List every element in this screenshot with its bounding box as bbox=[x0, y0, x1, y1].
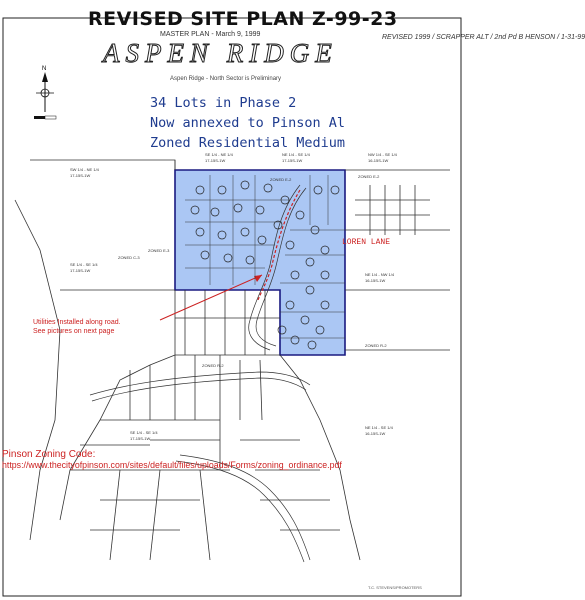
north-arrow-icon bbox=[34, 66, 56, 119]
utilities-note-line1: Utilities Installed along road. bbox=[33, 319, 121, 326]
zoned-e2-label: ZONED E-2 bbox=[270, 177, 292, 182]
utilities-note bbox=[33, 318, 121, 336]
footer-code: T.C. STEVENS/PROMOTERS bbox=[368, 585, 422, 590]
zoning-code-link[interactable]: https://www.thecityofpinson.com/sites/default/files/uploads/Forms/zoning_ordinance.pdf bbox=[2, 460, 342, 470]
zoned-r2-label: ZONED R-2 bbox=[365, 343, 387, 348]
phase-2-highlight bbox=[175, 170, 345, 355]
section-label-1: 17-15S-1W bbox=[205, 158, 226, 163]
quarter-label-6: NE 1/4 - NW 1/4 bbox=[365, 272, 395, 277]
zoned-r2-lower-label: ZONED R-2 bbox=[202, 363, 224, 368]
quarter-label-3: NW 1/4 - SE 1/4 bbox=[368, 152, 397, 157]
section-label-8: 16-15S-1W bbox=[365, 431, 386, 436]
section-label-7: 17-15S-1W bbox=[130, 436, 151, 441]
loren-lane-label: LOREN LANE bbox=[342, 238, 391, 247]
zoned-c3-label: ZONED C-3 bbox=[118, 255, 140, 260]
quarter-label-1: SE 1/4 - NE 1/4 bbox=[205, 152, 233, 157]
master-plan-date: MASTER PLAN - March 9, 1999 bbox=[160, 31, 261, 38]
zoned-e2-right-label: ZONED E-2 bbox=[358, 174, 380, 179]
quarter-label-8: NE 1/4 - SE 1/4 bbox=[365, 425, 393, 430]
subdivision-subtitle: Aspen Ridge - North Sector is Preliminary bbox=[170, 76, 282, 82]
phase-note-line1: 34 Lots in Phase 2 bbox=[150, 95, 297, 111]
quarter-label-7: SE 1/4 - SE 1/4 bbox=[130, 430, 158, 435]
section-label-4: 17-15S-1W bbox=[70, 173, 91, 178]
phase-note-line3: Zoned Residential Medium bbox=[150, 135, 346, 151]
phase-note-line2: Now annexed to Pinson Al bbox=[150, 115, 346, 131]
handwritten-note: REVISED 1999 / SCRAPPER ALT / 2nd Pd B HENSON / 1-31-99 bbox=[382, 34, 585, 41]
utilities-note-line2: See pictures on next page bbox=[33, 328, 115, 335]
quarter-label-5: SE 1/4 - SE 1/4 bbox=[70, 262, 98, 267]
zoning-code-title: Pinson Zoning Code: bbox=[2, 449, 96, 460]
zoned-e3-label: ZONED E-3 bbox=[148, 248, 170, 253]
section-label-6: 16-15S-1W bbox=[365, 278, 386, 283]
section-label-2: 17-15S-1W bbox=[282, 158, 303, 163]
section-label-5: 17-15S-1W bbox=[70, 268, 91, 273]
phase-note bbox=[150, 93, 345, 153]
svg-text:N: N bbox=[42, 66, 47, 72]
subdivision-name: ASPEN RIDGE bbox=[103, 38, 338, 68]
quarter-label-2: NE 1/4 - SE 1/4 bbox=[282, 152, 310, 157]
section-label-3: 16-15S-1W bbox=[368, 158, 389, 163]
quarter-label-4: SW 1/4 - NE 1/4 bbox=[70, 167, 99, 172]
page-title: REVISED SITE PLAN Z-99-23 bbox=[88, 8, 398, 30]
